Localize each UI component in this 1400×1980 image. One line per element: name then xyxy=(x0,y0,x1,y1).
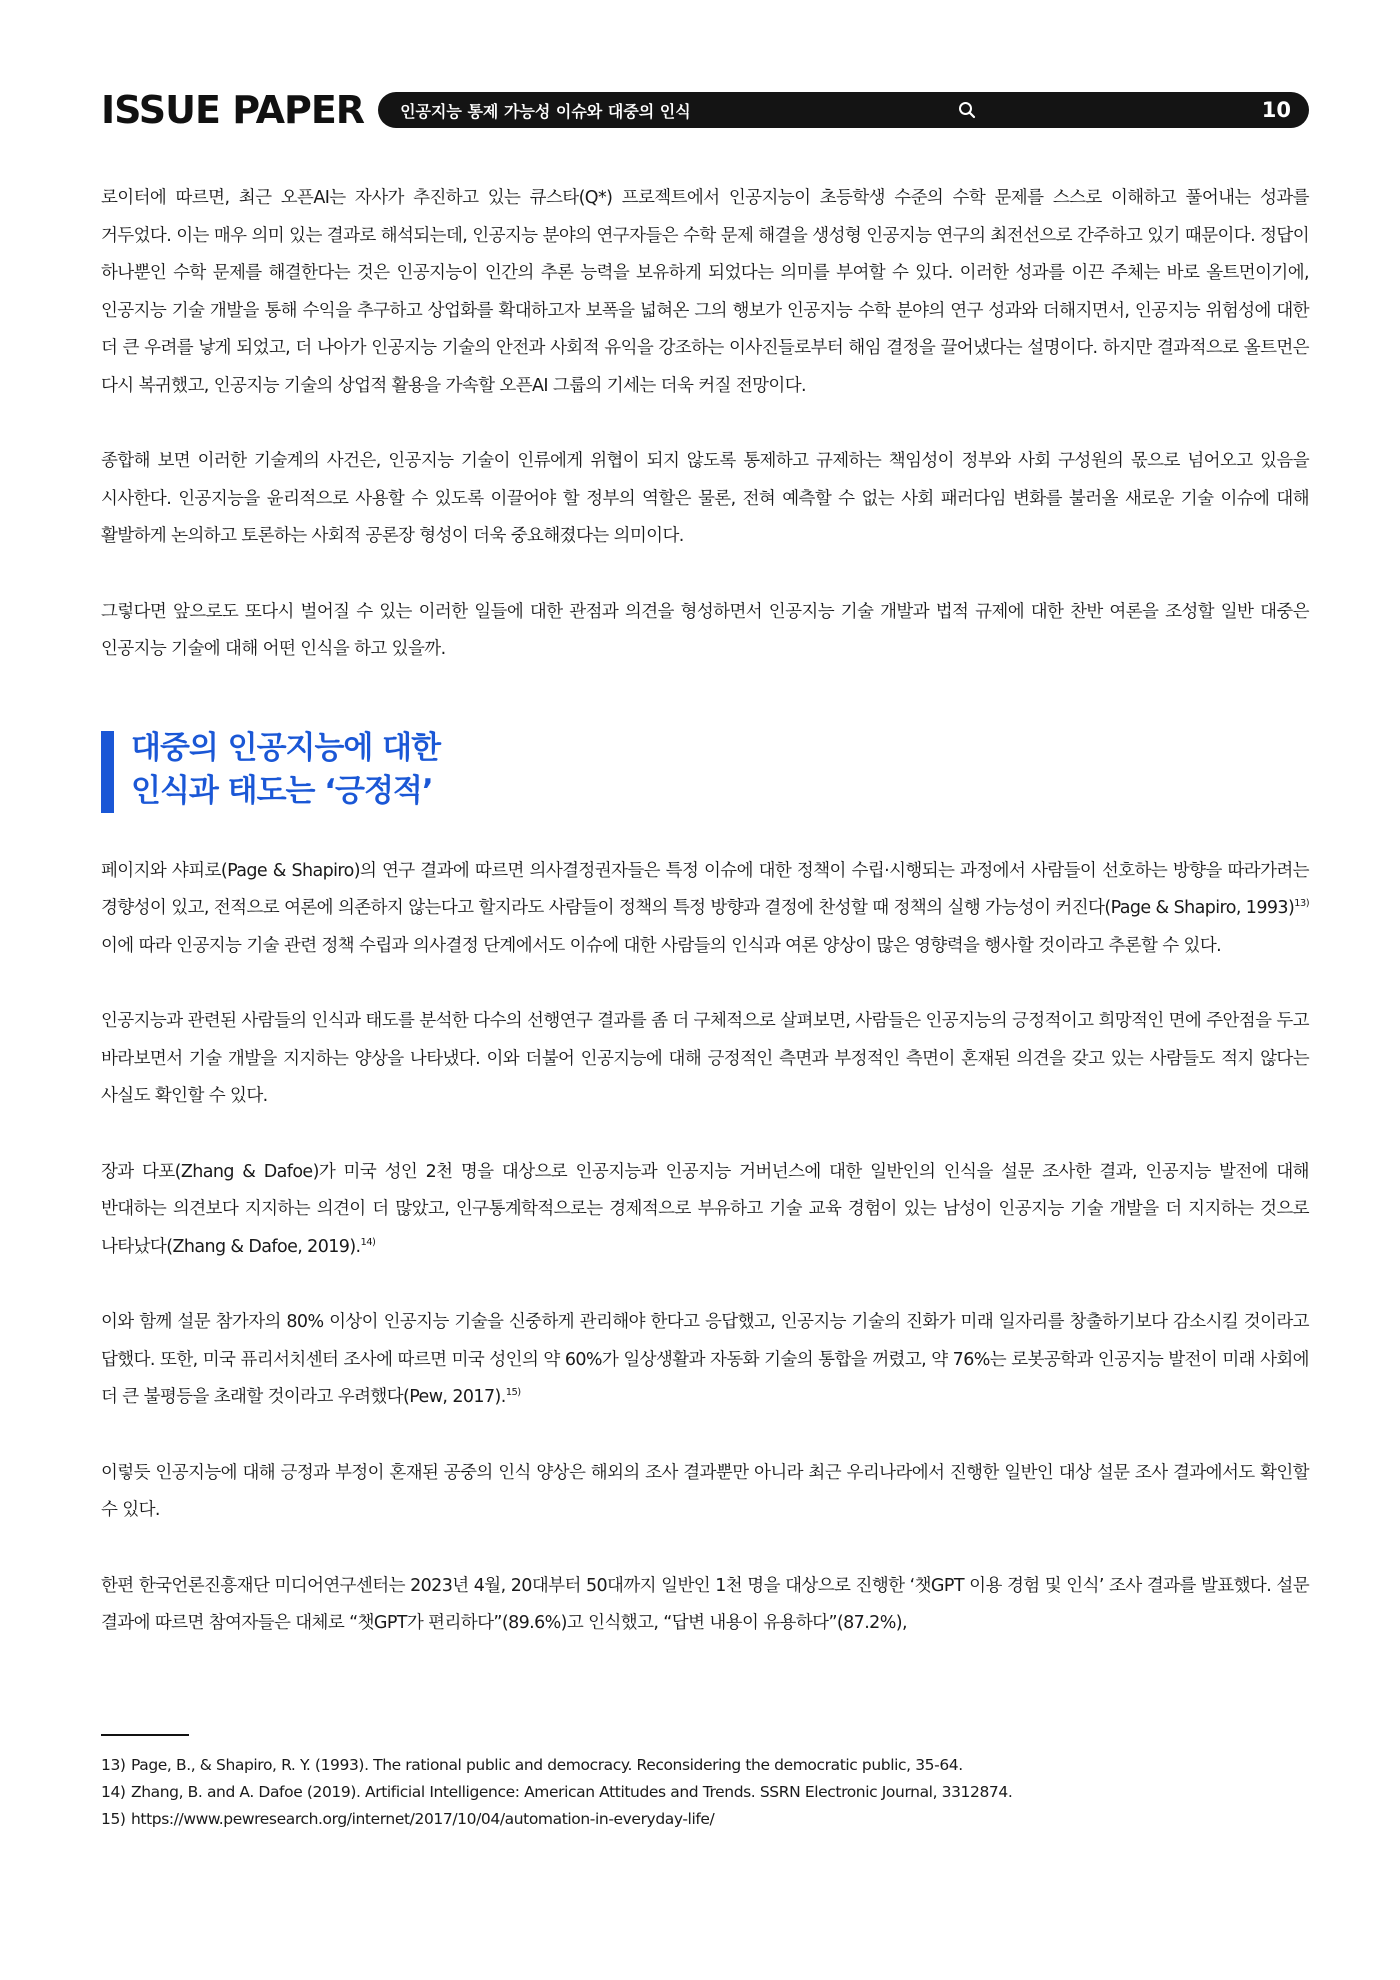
page-number: 10 xyxy=(1261,98,1291,122)
footnotes xyxy=(101,1752,1309,1833)
section-title-line2: 인식과 태도는 ‘긍정적’ xyxy=(131,772,433,809)
footnote-text: Zhang, B. and A. Dafoe (2019). Artificial Intelligence: American Attitudes and Trends. SSRN Electronic Journal, 3312874. xyxy=(131,1783,1013,1801)
paragraph: 그렇다면 앞으로도 또다시 벌어질 수 있는 이러한 일들에 대한 관점과 의견을 형성하면서 인공지능 기술 개발과 법적 규제에 대한 찬반 여론을 조성할 일반 대중은 인공지능 기술에 대해 어떤 인식을 하고 있을까. xyxy=(101,601,1309,659)
paragraph-text: 장과 다포(Zhang & Dafoe)가 미국 성인 2천 명을 대상으로 인공지능과 인공지능 거버넌스에 대한 일반인의 인식을 설문 조사한 결과, 인공지능 발전에 대해 반대하는 의견보다 지지하는 의견이 더 많았고, 인구통계학적으로는 경제적으로 부유하고 기술 교육 경험이 있는 남성이 인공지능 기술 개발을 더 지지하는 것으로 나타났다(Zhang & Dafoe, 2019). xyxy=(101,1161,1309,1257)
footnote-link[interactable]: https://www.pewresearch.org/internet/2017/10/04/automation-in-everyday-life/ xyxy=(131,1810,715,1828)
footnote-ref[interactable]: 14) xyxy=(360,1236,376,1248)
footnote-divider xyxy=(101,1734,189,1736)
footnote-number: 15) xyxy=(101,1810,126,1828)
paragraph xyxy=(101,853,1309,966)
footnote-number: 14) xyxy=(101,1783,126,1801)
paragraph: 종합해 보면 이러한 기술계의 사건은, 인공지능 기술이 인류에게 위협이 되지 않도록 통제하고 규제하는 책임성이 정부와 사회 구성원의 몫으로 넘어오고 있음을 시사한다. 인공지능을 윤리적으로 사용할 수 있도록 이끌어야 할 정부의 역할은 물론, 전혀 예측할 수 없는 사회 패러다임 변화를 불러올 새로운 기술 이슈에 대해 활발하게 논의하고 토론하는 사회적 공론장 형성이 더욱 중요해졌다는 의미이다. xyxy=(101,451,1309,546)
footnote xyxy=(101,1779,1309,1806)
paragraph-text: 이렇듯 인공지능에 대해 긍정과 부정이 혼재된 공중의 인식 양상은 해외의 조사 결과뿐만 아니라 최근 우리나라에서 진행한 일반인 대상 설문 조사 결과에서도 확인할 수 있다. xyxy=(101,1462,1309,1520)
paragraph-text: 인공지능과 관련된 사람들의 인식과 태도를 분석한 다수의 선행연구 결과를 좀 더 구체적으로 살펴보면, 사람들은 인공지능의 긍정적이고 희망적인 면에 주안점을 두고 바라보면서 기술 개발을 지지하는 양상을 나타냈다. 이와 더불어 인공지능에 대해 긍정적인 측면과 부정적인 측면이 혼재된 의견을 갖고 있는 사람들도 적지 않다는 사실도 확인할 수 있다. xyxy=(101,1011,1309,1106)
footnote xyxy=(101,1752,1309,1779)
paragraph-text: 이에 따라 인공지능 기술 관련 정책 수립과 의사결정 단계에서도 이슈에 대한 사람들의 인식과 여론 양상이 많은 영향력을 행사할 것이라고 추론할 수 있다. xyxy=(101,935,1222,956)
footnote xyxy=(101,1806,1309,1833)
article-body xyxy=(101,180,1309,1681)
footnote-number: 13) xyxy=(101,1756,126,1774)
footnote-text: Page, B., & Shapiro, R. Y. (1993). The rational public and democracy. Reconsidering the democratic public, 35-64. xyxy=(131,1756,963,1774)
paragraph xyxy=(101,1455,1309,1530)
header-bar xyxy=(378,92,1309,128)
brand-title: ISSUE PAPER xyxy=(101,88,365,132)
heading-accent-bar xyxy=(101,731,114,813)
document-title: 인공지능 통제 가능성 이슈와 대중의 인식 xyxy=(400,101,691,121)
footnote-ref[interactable]: 13) xyxy=(1294,898,1309,910)
search-icon[interactable] xyxy=(957,100,977,120)
section-heading xyxy=(101,727,1309,813)
section-title-line1: 대중의 인공지능에 대한 xyxy=(131,729,441,766)
page-header xyxy=(101,88,1309,132)
paragraph-text: 한편 한국언론진흥재단 미디어연구센터는 2023년 4월, 20대부터 50대까지 일반인 1천 명을 대상으로 진행한 ‘챗GPT 이용 경험 및 인식’ 조사 결과를 발표했다. 설문 결과에 따르면 참여자들은 대체로 “챗GPT가 편리하다”(89.6%)고 인식했고, “답변 내용이 유용하다”(87.2%), xyxy=(101,1575,1309,1633)
paragraph xyxy=(101,1154,1309,1267)
paragraph-text: 페이지와 샤피로(Page & Shapiro)의 연구 결과에 따르면 의사결정권자들은 특정 이슈에 대한 정책이 수립·시행되는 과정에서 사람들이 선호하는 방향을 따라가려는 경향성이 있고, 전적으로 여론에 의존하지 않는다고 할지라도 사람들이 정책의 특정 방향과 결정에 찬성할 때 정책의 실행 가능성이 커진다(Page & Shapiro, 1993) xyxy=(101,860,1309,918)
footnote-ref[interactable]: 15) xyxy=(505,1387,521,1399)
paragraph xyxy=(101,1003,1309,1116)
paragraph xyxy=(101,1568,1309,1643)
paragraph-text: 이와 함께 설문 참가자의 80% 이상이 인공지능 기술을 신중하게 관리해야 한다고 응답했고, 인공지능 기술의 진화가 미래 일자리를 창출하기보다 감소시킬 것이라고 답했다. 또한, 미국 퓨리서치센터 조사에 따르면 미국 성인의 약 60%가 일상생활과 자동화 기술의 통합을 꺼렸고, 약 76%는 로봇공학과 인공지능 발전이 미래 사회에 더 큰 불평등을 초래할 것이라고 우려했다(Pew, 2017). xyxy=(101,1312,1309,1407)
paragraph: 로이터에 따르면, 최근 오픈AI는 자사가 추진하고 있는 큐스타(Q*) 프로젝트에서 인공지능이 초등학생 수준의 수학 문제를 스스로 이해하고 풀어내는 성과를 거두었다. 이는 매우 의미 있는 결과로 해석되는데, 인공지능 분야의 연구자들은 수학 문제 해결을 생성형 인공지능 연구의 최전선으로 간주하고 있기 때문이다. 정답이 하나뿐인 수학 문제를 해결한다는 것은 인공지능이 인간의 추론 능력을 보유하게 되었다는 의미를 부여할 수 있다. 이러한 성과를 이끈 주체는 바로 올트먼이기에, 인공지능 기술 개발을 통해 수익을 추구하고 상업화를 확대하고자 보폭을 넓혀온 그의 행보가 인공지능 수학 분야의 연구 성과와 더해지면서, 인공지능 위험성에 대한 더 큰 우려를 낳게 되었고, 더 나아가 인공지능 기술의 안전과 사회적 유익을 강조하는 이사진들로부터 해임 결정을 끌어냈다는 설명이다. 하지만 결과적으로 올트먼은 다시 복귀했고, 인공지능 기술의 상업적 활용을 가속할 오픈AI 그룹의 기세는 더욱 커질 전망이다. xyxy=(101,188,1309,396)
paragraph xyxy=(101,1304,1309,1417)
